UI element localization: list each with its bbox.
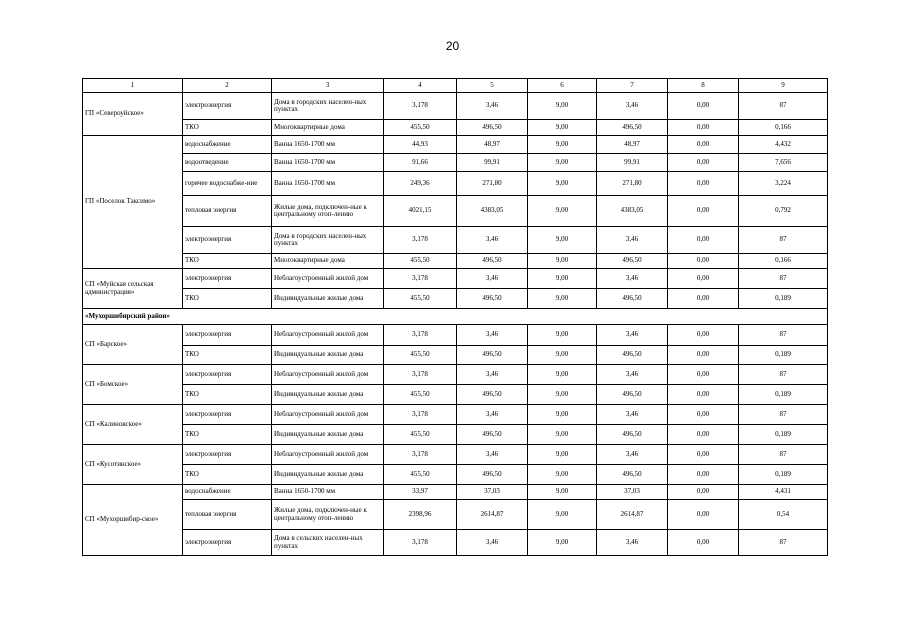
header-cell: 1 — [83, 79, 183, 93]
table-cell: Многоквартирные дома — [272, 120, 384, 136]
table-cell: 0,00 — [668, 445, 739, 465]
table-cell: электроэнергия — [183, 405, 272, 425]
table-row — [83, 154, 828, 172]
table-row — [83, 93, 828, 120]
table-cell: водоснабжение — [183, 136, 272, 154]
table-cell: 3,224 — [739, 172, 828, 196]
table-cell: электроэнергия — [183, 325, 272, 346]
table-cell: 2398,96 — [384, 500, 457, 530]
header-cell: 3 — [272, 79, 384, 93]
table-cell: 3,46 — [597, 269, 668, 289]
table-cell: ТКО — [183, 289, 272, 309]
table-cell: 3,46 — [457, 93, 528, 120]
table-cell: 3,46 — [457, 405, 528, 425]
table-cell: Ванна 1650-1700 мм — [272, 154, 384, 172]
table-row — [83, 385, 828, 405]
table-cell: 0,00 — [668, 385, 739, 405]
table-cell: Ванна 1650-1700 мм — [272, 485, 384, 500]
table-cell: Неблагоустроенный жилой дом — [272, 405, 384, 425]
table-cell: Многоквартирные дома — [272, 254, 384, 269]
table-cell: 3,46 — [457, 227, 528, 254]
table-cell: 496,50 — [597, 346, 668, 365]
table-row — [83, 445, 828, 465]
header-cell: 4 — [384, 79, 457, 93]
table-cell: горячее водоснабже-ние — [183, 172, 272, 196]
table-cell: ТКО — [183, 254, 272, 269]
table-cell: 9,00 — [528, 405, 597, 425]
table-cell: 99,91 — [597, 154, 668, 172]
table-cell: электроэнергия — [183, 227, 272, 254]
table-cell: 0,00 — [668, 365, 739, 385]
table-cell: 9,00 — [528, 154, 597, 172]
table-cell: 87 — [739, 445, 828, 465]
table-cell: 0,00 — [668, 136, 739, 154]
table-cell: 0,00 — [668, 227, 739, 254]
table-cell: 99,91 — [457, 154, 528, 172]
table-cell: тепловая энергия — [183, 500, 272, 530]
header-cell: 9 — [739, 79, 828, 93]
table-cell: 455,50 — [384, 465, 457, 485]
table-cell: 271,80 — [457, 172, 528, 196]
table-cell: СП «Барское» — [83, 325, 183, 365]
table-cell: 0,00 — [668, 120, 739, 136]
table-cell: 455,50 — [384, 385, 457, 405]
page-number: 20 — [445, 39, 460, 53]
table-cell: 496,50 — [597, 425, 668, 445]
table-cell: Индивидуальные жилые дома — [272, 346, 384, 365]
table-cell: 37,03 — [457, 485, 528, 500]
table-cell: 9,00 — [528, 136, 597, 154]
table-cell: 3,46 — [597, 445, 668, 465]
table-row — [83, 530, 828, 556]
table-cell: 9,00 — [528, 269, 597, 289]
table-cell: 9,00 — [528, 346, 597, 365]
table-cell: СП «Муйская сельская администрация» — [83, 269, 183, 309]
table-cell: 3,178 — [384, 445, 457, 465]
table-cell: 0,189 — [739, 289, 828, 309]
table-cell: 496,50 — [457, 385, 528, 405]
table-cell: 496,50 — [597, 465, 668, 485]
table-cell: 0,00 — [668, 154, 739, 172]
table-row — [83, 325, 828, 346]
table-cell: 44,93 — [384, 136, 457, 154]
table-cell: 4,431 — [739, 485, 828, 500]
table-row — [83, 365, 828, 385]
table-cell: 496,50 — [597, 254, 668, 269]
table-cell: тепловая энергия — [183, 196, 272, 227]
table-cell: 455,50 — [384, 346, 457, 365]
table-cell: СП «Бомское» — [83, 365, 183, 405]
table-cell: 3,178 — [384, 530, 457, 556]
table-cell: 3,178 — [384, 365, 457, 385]
table-cell: 4383,05 — [597, 196, 668, 227]
table-cell: 87 — [739, 227, 828, 254]
table-cell: 3,46 — [597, 325, 668, 346]
table-cell: 33,97 — [384, 485, 457, 500]
table-cell: 9,00 — [528, 325, 597, 346]
table-cell: 9,00 — [528, 500, 597, 530]
table-cell: 496,50 — [457, 465, 528, 485]
table-row — [83, 196, 828, 227]
table-cell: 496,50 — [597, 120, 668, 136]
table-cell: 4021,15 — [384, 196, 457, 227]
table-cell: 455,50 — [384, 289, 457, 309]
table-cell: ТКО — [183, 465, 272, 485]
table-cell: 9,00 — [528, 172, 597, 196]
header-cell: 2 — [183, 79, 272, 93]
table-cell: электроэнергия — [183, 269, 272, 289]
table-cell: 3,178 — [384, 405, 457, 425]
table-cell: 9,00 — [528, 445, 597, 465]
table-cell: 0,189 — [739, 465, 828, 485]
table-cell: 9,00 — [528, 465, 597, 485]
table-cell: 2614,87 — [597, 500, 668, 530]
table-cell: 9,00 — [528, 120, 597, 136]
table-cell: 455,50 — [384, 120, 457, 136]
table-cell: Жилые дома, подключен-ные к центральному отоп-лению — [272, 196, 384, 227]
table-cell: СП «Мухоршибир-ское» — [83, 485, 183, 556]
table-row — [83, 346, 828, 365]
table-cell: 9,00 — [528, 196, 597, 227]
table-row — [83, 425, 828, 445]
table-cell: ТКО — [183, 346, 272, 365]
table-cell: 0,189 — [739, 385, 828, 405]
table-cell: 0,00 — [668, 485, 739, 500]
table-row — [83, 269, 828, 289]
table-cell: 455,50 — [384, 254, 457, 269]
table-cell: 0,00 — [668, 196, 739, 227]
table-cell: 496,50 — [457, 254, 528, 269]
table-cell: 3,46 — [457, 269, 528, 289]
table-row — [83, 485, 828, 500]
table-cell: 87 — [739, 325, 828, 346]
table-cell: 0,00 — [668, 405, 739, 425]
table-cell: 91,66 — [384, 154, 457, 172]
table-cell: 3,46 — [457, 445, 528, 465]
table-cell: 87 — [739, 269, 828, 289]
table-cell: 3,46 — [457, 530, 528, 556]
table-cell: Индивидуальные жилые дома — [272, 385, 384, 405]
table-cell: 0,189 — [739, 346, 828, 365]
table-cell: водоотведение — [183, 154, 272, 172]
table-row — [83, 500, 828, 530]
table-cell: 0,00 — [668, 325, 739, 346]
section-row — [83, 309, 828, 325]
table-cell: 9,00 — [528, 93, 597, 120]
table-row — [83, 227, 828, 254]
header-row — [83, 79, 828, 93]
table-cell: ГП «Поселок Таксимо» — [83, 136, 183, 269]
table-row — [83, 136, 828, 154]
table-cell: 0,166 — [739, 120, 828, 136]
table-cell: 0,189 — [739, 425, 828, 445]
table-cell: 3,46 — [597, 227, 668, 254]
table-cell: 0,00 — [668, 269, 739, 289]
table-cell: Дома в городских населен-ных пунктах — [272, 93, 384, 120]
table-cell: 37,03 — [597, 485, 668, 500]
table-cell: 249,36 — [384, 172, 457, 196]
table-cell: 496,50 — [457, 346, 528, 365]
table-cell: 4383,05 — [457, 196, 528, 227]
table-cell: СП «Калиновское» — [83, 405, 183, 445]
table-cell: Дома в сельских населен-ных пунктах — [272, 530, 384, 556]
table-cell: 0,00 — [668, 346, 739, 365]
table-cell: 3,46 — [597, 530, 668, 556]
table-cell: 4,432 — [739, 136, 828, 154]
table-cell: 9,00 — [528, 289, 597, 309]
table-cell: 0,00 — [668, 465, 739, 485]
section-title: «Мухоршибирский район» — [83, 309, 828, 325]
table-cell: ТКО — [183, 120, 272, 136]
table-cell: ТКО — [183, 425, 272, 445]
table-cell: 3,178 — [384, 93, 457, 120]
table-cell: Ванна 1650-1700 мм — [272, 172, 384, 196]
table-cell: электроэнергия — [183, 530, 272, 556]
table-row — [83, 120, 828, 136]
table-row — [83, 465, 828, 485]
table-cell: 87 — [739, 93, 828, 120]
table-cell: Ванна 1650-1700 мм — [272, 136, 384, 154]
header-cell: 8 — [668, 79, 739, 93]
table-cell: 3,178 — [384, 325, 457, 346]
table-cell: 0,00 — [668, 254, 739, 269]
table-row — [83, 172, 828, 196]
table-cell: 0,792 — [739, 196, 828, 227]
table-cell: 9,00 — [528, 227, 597, 254]
table-cell: Неблагоустроенный жилой дом — [272, 365, 384, 385]
table-cell: Индивидуальные жилые дома — [272, 289, 384, 309]
table-cell: 496,50 — [597, 385, 668, 405]
table-cell: 9,00 — [528, 385, 597, 405]
table-cell: 87 — [739, 530, 828, 556]
table-cell: 271,80 — [597, 172, 668, 196]
table-row — [83, 254, 828, 269]
table-cell: 0,00 — [668, 425, 739, 445]
table-cell: 3,46 — [597, 405, 668, 425]
table-cell: 0,00 — [668, 93, 739, 120]
table-cell: 0,166 — [739, 254, 828, 269]
table-cell: 9,00 — [528, 425, 597, 445]
table-cell: 9,00 — [528, 530, 597, 556]
table-cell: 9,00 — [528, 254, 597, 269]
table-cell: 3,46 — [457, 325, 528, 346]
table-cell: 496,50 — [457, 425, 528, 445]
table-cell: Дома в городских населен-ных пунктах — [272, 227, 384, 254]
table-cell: электроэнергия — [183, 365, 272, 385]
table-cell: 87 — [739, 365, 828, 385]
table-cell: Индивидуальные жилые дома — [272, 465, 384, 485]
table-cell: 3,46 — [457, 365, 528, 385]
table-cell: ТКО — [183, 385, 272, 405]
table-cell: 7,656 — [739, 154, 828, 172]
table-row — [83, 405, 828, 425]
table-cell: 0,00 — [668, 289, 739, 309]
table-cell: Неблагоустроенный жилой дом — [272, 325, 384, 346]
table-cell: 0,00 — [668, 500, 739, 530]
table-cell: 9,00 — [528, 365, 597, 385]
table-cell: Неблагоустроенный жилой дом — [272, 269, 384, 289]
table-cell: 3,46 — [597, 93, 668, 120]
tariff-table — [82, 78, 828, 556]
header-cell: 5 — [457, 79, 528, 93]
table-cell: 9,00 — [528, 485, 597, 500]
table-cell: 48,97 — [457, 136, 528, 154]
table-cell: Неблагоустроенный жилой дом — [272, 445, 384, 465]
table-cell: 3,46 — [597, 365, 668, 385]
table-cell: водоснабжение — [183, 485, 272, 500]
table-cell: 3,178 — [384, 227, 457, 254]
table-cell: электроэнергия — [183, 93, 272, 120]
table-cell: 0,54 — [739, 500, 828, 530]
table-cell: электроэнергия — [183, 445, 272, 465]
table-cell: 48,97 — [597, 136, 668, 154]
table-row — [83, 289, 828, 309]
table-cell: 496,50 — [597, 289, 668, 309]
table-cell: 87 — [739, 405, 828, 425]
table-cell: ГП «Североуйское» — [83, 93, 183, 136]
table-cell: СП «Кусотинское» — [83, 445, 183, 485]
table-cell: 2614,87 — [457, 500, 528, 530]
table-cell: 0,00 — [668, 530, 739, 556]
table-cell: 0,00 — [668, 172, 739, 196]
header-cell: 7 — [597, 79, 668, 93]
header-cell: 6 — [528, 79, 597, 93]
table-cell: 496,50 — [457, 120, 528, 136]
table-cell: 3,178 — [384, 269, 457, 289]
table-cell: Жилые дома, подключен-ные к центральному отоп-лению — [272, 500, 384, 530]
table-cell: 496,50 — [457, 289, 528, 309]
table-cell: Индивидуальные жилые дома — [272, 425, 384, 445]
table-cell: 455,50 — [384, 425, 457, 445]
